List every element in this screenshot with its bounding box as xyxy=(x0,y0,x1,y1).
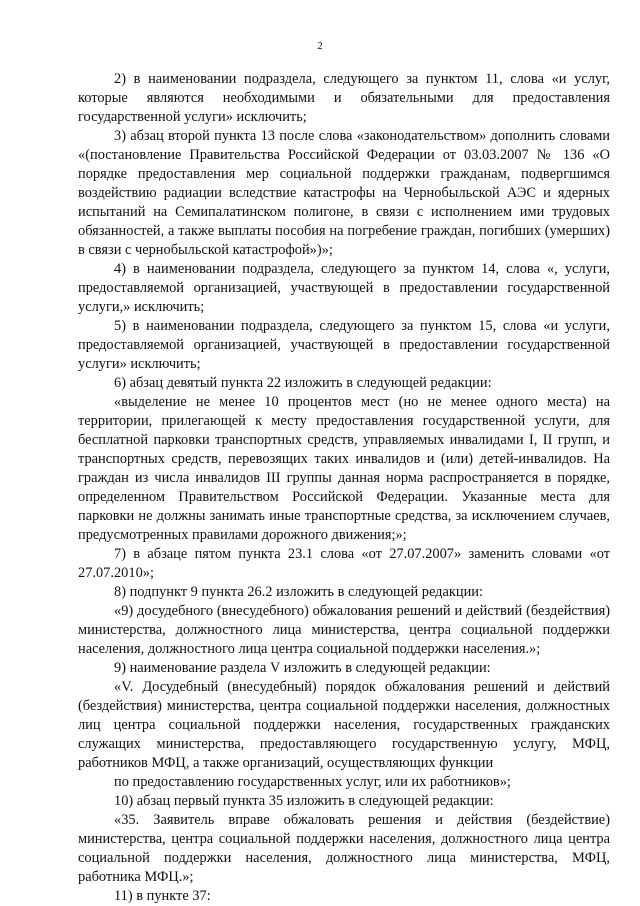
paragraph-item-6: 6) абзац девятый пункта 22 изложить в следующей редакции: xyxy=(114,375,492,391)
paragraph-item-10: 10) абзац первый пункта 35 изложить в следующей редакции: xyxy=(114,793,494,809)
paragraph-item-11: 11) в пункте 37: xyxy=(114,888,211,904)
paragraph-item-3: 3) абзац второй пункта 13 после слова «законодательством» дополнить словами «(постановление Правительства Российской Федерации от 03.03.2007 № 136 «О порядке предоставления мер социальной поддержки гражданам, подвергшимся воздействию радиации вследствие катастрофы на Чернобыльской АЭС и ядерных испытаний на Семипалатинском полигоне, в связи с исполнением ими трудовых обязанностей, а также выплаты пособия на погребение граждан, погибших (умерших) в связи с чернобыльской катастрофой»)»; xyxy=(78,128,610,258)
paragraph-item-9: 9) наименование раздела V изложить в следующей редакции: xyxy=(114,660,491,676)
paragraph-item-5: 5) в наименовании подраздела, следующего за пунктом 15, слова «и услуги, предоставляемой организацией, участвующей в предоставлении государственной услуги» исключить; xyxy=(78,318,610,372)
paragraph-quote-item-35: «35. Заявитель вправе обжаловать решения и действия (бездействие) министерства, центра социальной поддержки населения, должностного лица центра социальной поддержки населения, должностного лица министерства, МФЦ, работника МФЦ.»; xyxy=(78,812,610,885)
paragraph-item-2: 2) в наименовании подраздела, следующего за пунктом 11, слова «и услуг, которые являются необходимыми и обязательными для предоставления государственной услуги» исключить; xyxy=(78,71,610,125)
page-number: 2 xyxy=(317,40,323,52)
document-body xyxy=(78,70,610,906)
paragraph-quote-subitem-9: «9) досудебного (внесудебного) обжалования решений и действий (бездействия) министерства, должностного лица министерства, центра социальной поддержки населения, должностного лица центра социальной поддержки населения.»; xyxy=(78,603,610,657)
paragraph-item-4: 4) в наименовании подраздела, следующего за пунктом 14, слова «, услуги, предоставляемой организацией, участвующей в предоставлении государственной услуги,» исключить; xyxy=(78,261,610,315)
paragraph-item-8: 8) подпункт 9 пункта 26.2 изложить в следующей редакции: xyxy=(114,584,483,600)
paragraph-quote-parking: «выделение не менее 10 процентов мест (но не менее одного места) на территории, прилегающей к месту предоставления государственной услуги, для бесплатной парковки транспортных средств, управляемых инвалидами I, II групп, и транспортных средств, перевозящих таких инвалидов и (или) детей-инвалидов. На граждан из числа инвалидов III группы данная норма распространяется в порядке, определенном Правительством Российской Федерации. Указанные места для парковки не должны занимать иные транспортные средства, за исключением случаев, предусмотренных правилами дорожного движения;»; xyxy=(78,394,610,543)
paragraph-quote-section-v: «V. Досудебный (внесудебный) порядок обжалования решений и действий (бездействия) министерства, центра социальной поддержки населения, должностных лиц центра социальной поддержки населения, государственных гражданских служащих министерства, предоставляющего государственную услугу, МФЦ, работников МФЦ, а также организаций, осуществляющих функции xyxy=(78,679,610,771)
paragraph-item-7: 7) в абзаце пятом пункта 23.1 слова «от 27.07.2007» заменить словами «от 27.07.2010»; xyxy=(78,546,610,581)
paragraph-quote-section-v-continued: по предоставлению государственных услуг, или их работников»; xyxy=(114,774,511,790)
